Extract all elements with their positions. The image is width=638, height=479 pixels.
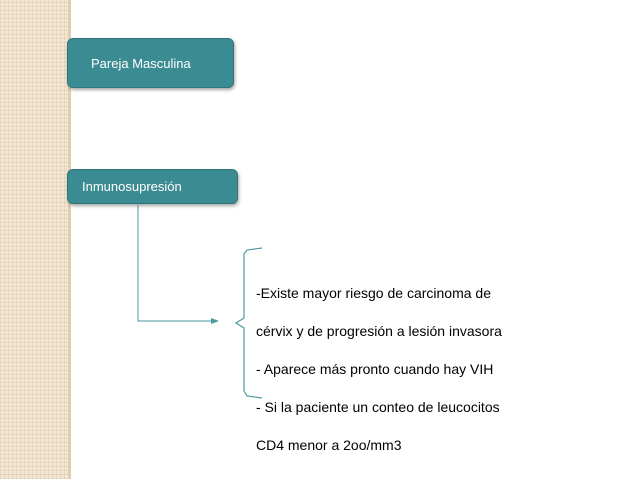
node-inmunosupresion-label: Inmunosupresión (82, 179, 182, 194)
detail-line: -Existe mayor riesgo de carcinoma de (256, 285, 491, 301)
detail-text-block (256, 265, 546, 474)
detail-line: CD4 menor a 2oo/mm3 (256, 437, 402, 453)
node-pareja-masculina-label: Pareja Masculina (91, 55, 191, 71)
detail-line: cérvix y de progresión a lesión invasora (256, 323, 502, 339)
connector-line (138, 205, 212, 321)
detail-line: - Aparece más pronto cuando hay VIH (256, 361, 494, 377)
detail-line: - Si la paciente un conteo de leucocitos (256, 399, 500, 415)
connector-arrowhead (211, 318, 219, 324)
